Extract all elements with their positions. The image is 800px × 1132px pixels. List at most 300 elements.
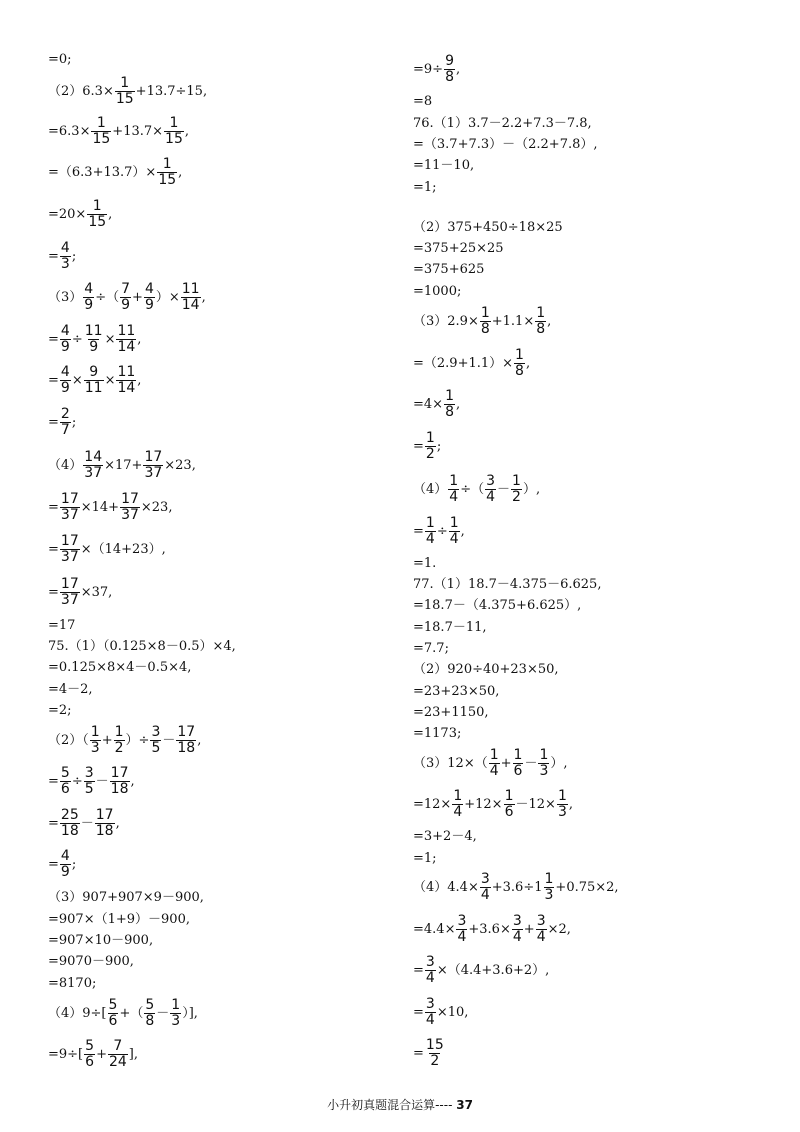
fraction-numerator: 17 xyxy=(60,576,79,592)
fraction-denominator: 4 xyxy=(489,763,499,779)
math-text: = xyxy=(48,815,59,831)
fraction-numerator: 15 xyxy=(425,1037,444,1053)
fraction xyxy=(164,116,184,147)
math-text: （4） xyxy=(413,481,448,497)
math-text: =907×10－900, xyxy=(48,933,154,948)
math-line xyxy=(48,450,196,481)
math-text: 75.（1）（0.125×8－0.5）×4, xyxy=(48,639,236,654)
math-text: =23+23×50, xyxy=(413,684,500,699)
fraction-numerator: 11 xyxy=(117,323,136,339)
math-line xyxy=(413,158,474,174)
fraction-numerator: 9 xyxy=(89,364,99,380)
math-text: （2）920÷40+23×50, xyxy=(413,662,559,677)
math-line xyxy=(48,365,141,396)
math-line xyxy=(413,662,559,678)
fraction-numerator: 1 xyxy=(544,871,554,887)
math-line xyxy=(413,829,477,845)
math-line xyxy=(48,618,75,634)
math-text: ）], xyxy=(182,1005,198,1021)
math-text: +0.75×2, xyxy=(555,879,619,895)
fraction xyxy=(456,914,467,945)
fraction xyxy=(83,282,94,313)
fraction-denominator: 14 xyxy=(181,297,200,313)
math-text: = xyxy=(48,541,59,557)
math-text: =23+1150, xyxy=(413,705,489,720)
fraction xyxy=(504,789,515,820)
math-text: =1000; xyxy=(413,284,462,299)
math-text: , xyxy=(525,355,531,371)
math-line xyxy=(413,997,468,1028)
math-text: =（3.7+7.3）－（2.2+7.8）, xyxy=(413,137,598,152)
fraction-numerator: 1 xyxy=(513,747,523,763)
fraction-numerator: 3 xyxy=(84,765,94,781)
math-line xyxy=(413,241,504,257)
math-text: + xyxy=(523,921,535,937)
math-text: , xyxy=(201,289,206,305)
fraction-numerator: 7 xyxy=(121,281,131,297)
fraction-denominator: 11 xyxy=(84,380,103,396)
math-text: = xyxy=(413,1004,424,1020)
math-text: ×17+ xyxy=(104,457,143,473)
fraction-numerator: 5 xyxy=(108,997,118,1013)
math-text: , xyxy=(547,313,552,329)
fraction xyxy=(60,849,71,880)
math-line xyxy=(48,808,120,839)
math-text: ×23, xyxy=(140,499,173,515)
fraction xyxy=(425,997,436,1028)
fraction-denominator: 18 xyxy=(110,781,129,797)
math-line xyxy=(413,94,432,110)
math-line xyxy=(48,954,134,970)
fraction-denominator: 5 xyxy=(151,740,161,756)
fraction-denominator: 9 xyxy=(60,380,70,396)
fraction-numerator: 3 xyxy=(151,724,161,740)
fraction-denominator: 4 xyxy=(449,531,459,547)
math-line xyxy=(48,890,204,906)
fraction-denominator: 4 xyxy=(425,531,435,547)
math-text: =1; xyxy=(413,851,437,866)
math-text: =4－2, xyxy=(48,682,93,697)
math-text: = xyxy=(413,1045,424,1061)
math-text: × xyxy=(104,331,116,347)
math-line xyxy=(48,933,153,949)
math-text: =6.3× xyxy=(48,123,91,139)
math-text: , xyxy=(455,396,461,412)
math-line xyxy=(413,598,581,614)
fraction-numerator: 7 xyxy=(113,1038,123,1054)
fraction-numerator: 1 xyxy=(90,724,100,740)
math-text: =1173; xyxy=(413,726,462,741)
math-text: +3.6÷1 xyxy=(491,879,543,895)
fraction-denominator: 37 xyxy=(121,507,139,523)
math-text: ÷ xyxy=(71,773,83,789)
fraction-numerator: 5 xyxy=(145,997,155,1013)
fraction-numerator: 1 xyxy=(489,747,499,763)
math-line xyxy=(413,431,441,462)
math-text: = xyxy=(48,856,59,872)
math-text: +1.1× xyxy=(491,313,535,329)
math-text: +（ xyxy=(119,1005,144,1021)
fraction-numerator: 1 xyxy=(162,156,172,172)
math-text: =2; xyxy=(48,703,72,718)
math-line xyxy=(413,577,601,593)
math-line xyxy=(48,241,76,272)
fraction-numerator: 3 xyxy=(425,996,435,1012)
math-text: =（6.3+13.7）× xyxy=(48,164,157,180)
math-text: =8170; xyxy=(48,976,97,991)
fraction xyxy=(512,914,523,945)
fraction-numerator: 1 xyxy=(92,198,102,214)
math-line xyxy=(48,1039,138,1070)
math-line xyxy=(413,474,540,505)
math-text: ×10, xyxy=(436,1004,469,1020)
fraction-denominator: 37 xyxy=(60,592,79,608)
fraction-denominator: 18 xyxy=(177,740,196,756)
fraction-denominator: 2 xyxy=(114,740,124,756)
math-text: =18.7－11, xyxy=(413,620,487,635)
fraction xyxy=(425,516,436,547)
fraction-denominator: 14 xyxy=(117,380,136,396)
fraction xyxy=(108,1039,128,1070)
math-text: （4） xyxy=(48,457,83,473)
math-line xyxy=(48,577,112,608)
math-line xyxy=(48,324,141,355)
fraction xyxy=(425,431,436,462)
fraction-denominator: 3 xyxy=(539,763,549,779)
fraction-denominator: 2 xyxy=(425,446,435,462)
math-text: （2）6.3× xyxy=(48,83,114,99)
math-text: +12× xyxy=(464,796,503,812)
math-text: =1. xyxy=(413,556,437,571)
math-text: = xyxy=(48,372,59,388)
fraction-numerator: 3 xyxy=(512,913,522,929)
math-line xyxy=(413,137,598,153)
math-line xyxy=(413,306,551,337)
fraction-numerator: 5 xyxy=(85,1038,95,1054)
fraction-denominator: 7 xyxy=(60,422,70,438)
math-text: =0; xyxy=(48,52,72,67)
fraction-denominator: 4 xyxy=(425,1012,435,1028)
fraction xyxy=(114,725,125,756)
math-line xyxy=(413,789,573,820)
math-line xyxy=(413,284,461,300)
math-text: （2）（ xyxy=(48,732,89,748)
fraction-numerator: 1 xyxy=(449,473,459,489)
math-line xyxy=(48,157,182,188)
math-line xyxy=(413,955,549,986)
fraction-denominator: 3 xyxy=(171,1013,181,1029)
fraction-denominator: 8 xyxy=(145,1013,155,1029)
math-line xyxy=(48,76,207,107)
math-line xyxy=(48,849,76,880)
fraction-numerator: 5 xyxy=(60,765,70,781)
math-line xyxy=(413,851,437,867)
math-text: ×37, xyxy=(80,584,113,600)
fraction xyxy=(157,157,177,188)
fraction-denominator: 9 xyxy=(144,297,154,313)
math-text: =7.7; xyxy=(413,641,449,656)
math-text: （4）4.4× xyxy=(413,879,479,895)
math-text: =17 xyxy=(48,618,76,633)
math-text: =3+2－4, xyxy=(413,829,477,844)
fraction-denominator: 8 xyxy=(480,321,490,337)
math-text: = xyxy=(413,438,424,454)
math-text: ; xyxy=(436,438,442,454)
fraction xyxy=(544,872,555,903)
fraction xyxy=(181,282,201,313)
fraction-numerator: 1 xyxy=(425,430,435,446)
math-text: =12× xyxy=(413,796,452,812)
fraction-denominator: 9 xyxy=(60,339,70,355)
math-text: , xyxy=(460,523,465,539)
math-text: = xyxy=(413,962,424,978)
fraction-numerator: 17 xyxy=(60,491,79,507)
fraction-denominator: 3 xyxy=(60,256,70,272)
math-text: , xyxy=(568,796,573,812)
fraction xyxy=(83,450,103,481)
fraction-numerator: 17 xyxy=(110,765,129,781)
fraction-denominator: 6 xyxy=(513,763,523,779)
math-text: + xyxy=(500,755,512,771)
fraction-numerator: 1 xyxy=(445,388,454,404)
fraction-denominator: 9 xyxy=(60,864,70,880)
fraction-denominator: 9 xyxy=(84,297,94,313)
fraction xyxy=(536,914,547,945)
math-text: ; xyxy=(71,856,77,872)
math-text: ×23, xyxy=(164,457,196,473)
math-text: 77.（1）18.7－4.375－6.625, xyxy=(413,577,602,592)
fraction-denominator: 4 xyxy=(457,929,467,945)
math-line xyxy=(413,641,449,657)
math-text: = xyxy=(48,499,59,515)
fraction-denominator: 15 xyxy=(88,214,107,230)
fraction xyxy=(144,998,155,1029)
fraction xyxy=(513,748,524,779)
math-line xyxy=(413,620,487,636)
fraction-denominator: 2 xyxy=(430,1053,440,1069)
math-text: ; xyxy=(71,414,77,430)
math-text: = xyxy=(48,248,59,264)
fraction-numerator: 1 xyxy=(539,747,549,763)
math-text: ×（4.4+3.6+2）, xyxy=(436,962,550,978)
fraction xyxy=(84,766,95,797)
math-text: = xyxy=(48,331,59,347)
fraction-denominator: 15 xyxy=(92,131,111,147)
fraction xyxy=(514,348,525,379)
math-text: , xyxy=(137,372,142,388)
math-text: =4.4× xyxy=(413,921,456,937)
math-line xyxy=(48,682,93,698)
math-text: ）, xyxy=(522,481,541,497)
fraction-numerator: 1 xyxy=(515,347,524,363)
fraction-numerator: 4 xyxy=(60,240,70,256)
math-line xyxy=(413,748,568,779)
fraction-numerator: 1 xyxy=(449,515,459,531)
math-line xyxy=(48,116,189,147)
math-text: ÷（ xyxy=(460,481,485,497)
fraction xyxy=(60,241,71,272)
math-line xyxy=(48,998,198,1029)
math-line xyxy=(413,389,460,420)
fraction-numerator: 1 xyxy=(171,997,181,1013)
math-text: － xyxy=(95,773,109,789)
math-line xyxy=(48,52,72,68)
fraction-numerator: 4 xyxy=(60,364,70,380)
math-text: , xyxy=(137,331,142,347)
math-text: , xyxy=(197,732,202,748)
math-text: （4）9÷[ xyxy=(48,1005,107,1021)
fraction-numerator: 1 xyxy=(425,515,435,531)
fraction-denominator: 4 xyxy=(486,489,496,505)
fraction-denominator: 6 xyxy=(504,804,514,820)
math-line xyxy=(48,534,166,565)
fraction-denominator: 37 xyxy=(60,549,79,565)
math-text: ）÷ xyxy=(125,732,150,748)
math-text: ÷（ xyxy=(95,289,120,305)
math-line xyxy=(48,976,96,992)
fraction-denominator: 4 xyxy=(512,929,522,945)
fraction xyxy=(120,492,140,523)
math-text: ], xyxy=(128,1046,139,1062)
fraction-denominator: 4 xyxy=(536,929,546,945)
math-line xyxy=(48,725,201,756)
math-line xyxy=(48,199,112,230)
fraction xyxy=(84,324,104,355)
math-line xyxy=(48,766,135,797)
math-text: + xyxy=(132,289,143,305)
fraction-numerator: 9 xyxy=(445,53,454,69)
fraction-numerator: 4 xyxy=(144,281,154,297)
fraction-numerator: 2 xyxy=(60,406,70,422)
fraction-denominator: 3 xyxy=(90,740,100,756)
fraction-denominator: 4 xyxy=(480,887,490,903)
math-line xyxy=(413,516,465,547)
math-text: ×14+ xyxy=(80,499,120,515)
fraction xyxy=(84,365,104,396)
fraction xyxy=(444,389,455,420)
math-line xyxy=(48,703,72,719)
math-text: +13.7÷15, xyxy=(135,83,208,99)
fraction-numerator: 11 xyxy=(181,281,200,297)
math-line xyxy=(413,116,592,132)
math-text: ）, xyxy=(550,755,568,771)
math-text: , xyxy=(108,206,113,222)
math-line xyxy=(413,348,530,379)
math-text: ×（14+23）, xyxy=(80,541,166,557)
math-line xyxy=(413,726,461,742)
fraction xyxy=(60,324,71,355)
fraction-numerator: 1 xyxy=(536,305,546,321)
math-text: =18.7－（4.375+6.625）, xyxy=(413,598,582,613)
math-line xyxy=(413,180,437,196)
math-text: +3.6× xyxy=(468,921,511,937)
fraction xyxy=(91,116,111,147)
math-text: × xyxy=(104,372,116,388)
fraction-numerator: 1 xyxy=(512,473,521,489)
page-number: 37 xyxy=(456,1098,473,1112)
fraction-denominator: 15 xyxy=(165,131,183,147)
fraction xyxy=(84,1039,95,1070)
fraction-denominator: 15 xyxy=(158,172,177,188)
fraction-denominator: 18 xyxy=(60,823,79,839)
fraction xyxy=(60,766,71,797)
math-text: =1; xyxy=(413,180,437,195)
fraction xyxy=(95,808,115,839)
math-text: =9070－900, xyxy=(48,954,134,969)
fraction-denominator: 5 xyxy=(84,781,94,797)
fraction-denominator: 24 xyxy=(108,1054,127,1070)
fraction xyxy=(60,534,80,565)
math-text: － xyxy=(80,815,94,831)
fraction xyxy=(480,306,491,337)
fraction-denominator: 8 xyxy=(445,404,454,420)
math-text: ×2, xyxy=(547,921,571,937)
fraction-denominator: 8 xyxy=(536,321,546,337)
fraction xyxy=(60,365,71,396)
fraction-numerator: 3 xyxy=(536,913,546,929)
math-text: （3）907+907×9－900, xyxy=(48,890,204,905)
math-text: , xyxy=(130,773,135,789)
fraction-numerator: 11 xyxy=(84,323,103,339)
math-text: － xyxy=(497,481,511,497)
fraction-numerator: 1 xyxy=(453,788,463,804)
math-line xyxy=(413,54,460,85)
fraction xyxy=(90,725,101,756)
fraction xyxy=(60,407,71,438)
fraction xyxy=(511,474,522,505)
math-text: （2）375+450÷18×25 xyxy=(413,220,563,235)
math-text: =375+25×25 xyxy=(413,241,504,256)
math-text: , xyxy=(184,123,189,139)
math-line xyxy=(413,872,619,903)
fraction xyxy=(480,872,491,903)
math-line xyxy=(413,556,436,572)
fraction-numerator: 3 xyxy=(457,913,467,929)
math-text: （3） xyxy=(48,289,83,305)
fraction-numerator: 11 xyxy=(117,364,136,380)
fraction-numerator: 4 xyxy=(60,848,70,864)
fraction-numerator: 1 xyxy=(96,115,106,131)
math-text: =4× xyxy=(413,396,444,412)
math-text: －12× xyxy=(515,796,556,812)
fraction-numerator: 1 xyxy=(114,724,124,740)
math-text: , xyxy=(455,61,461,77)
fraction-numerator: 17 xyxy=(144,449,163,465)
fraction xyxy=(150,725,161,756)
fraction-numerator: 4 xyxy=(84,281,94,297)
fraction xyxy=(87,199,107,230)
math-line xyxy=(48,282,206,313)
math-text: ÷ xyxy=(71,331,83,347)
math-line xyxy=(413,914,571,945)
math-text: － xyxy=(156,1005,170,1021)
math-text: =（2.9+1.1）× xyxy=(413,355,514,371)
fraction xyxy=(116,324,136,355)
fraction-numerator: 17 xyxy=(121,491,139,507)
fraction-denominator: 6 xyxy=(85,1054,95,1070)
fraction-denominator: 4 xyxy=(449,489,459,505)
fraction xyxy=(449,516,460,547)
fraction-numerator: 1 xyxy=(480,305,490,321)
math-line xyxy=(413,262,484,278)
fraction-numerator: 1 xyxy=(504,788,514,804)
math-text: ; xyxy=(71,248,77,264)
math-line xyxy=(48,660,191,676)
fraction-numerator: 1 xyxy=(169,115,179,131)
fraction xyxy=(60,492,80,523)
fraction-numerator: 3 xyxy=(486,473,496,489)
math-text: ）× xyxy=(155,289,180,305)
